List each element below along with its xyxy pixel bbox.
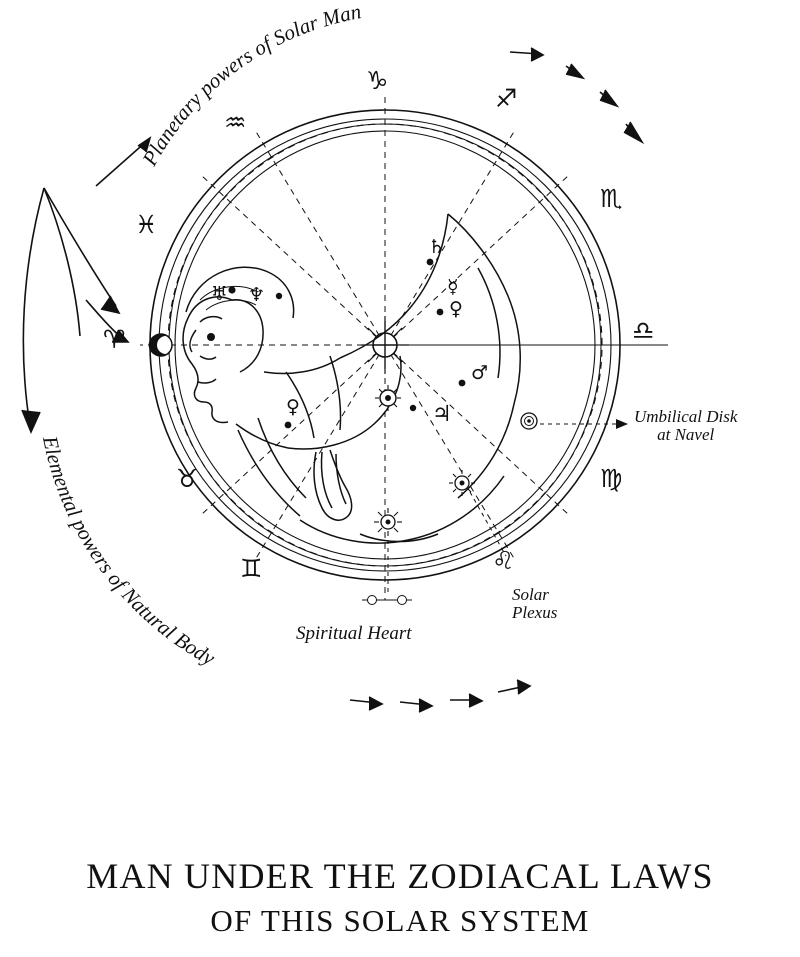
zodiac-capricorn-glyph: ♑	[366, 66, 389, 95]
solar-plexus-label-line2: Plexus	[512, 602, 558, 622]
svg-text:Planetary powers of Solar Man: Planetary powers of Solar Man	[137, 0, 363, 170]
umbilical-disk-marker	[521, 413, 537, 429]
svg-text:Elemental powers of Natural Bo: Elemental powers of Natural Body	[37, 433, 219, 671]
zodiac-aquarius-glyph: ♒	[224, 108, 247, 137]
venus-lower-icon: ♀	[286, 396, 300, 418]
jupiter-icon: ♃	[432, 402, 452, 427]
zodiac-scorpio-glyph: ♏	[600, 184, 623, 213]
solar-center-emblem	[361, 316, 409, 374]
zodiac-leo-glyph: ♌	[492, 546, 515, 575]
mercury-icon: ☿	[447, 276, 459, 298]
mars-icon: ♂	[471, 362, 489, 384]
zodiac-aries-glyph: ♈	[103, 325, 126, 354]
spiritual-heart-label: Spiritual Heart	[296, 623, 412, 644]
human-figure	[183, 214, 520, 543]
zodiac-sagittarius-glyph: ♐	[495, 84, 518, 113]
solar-plexus-label-line1: Solar	[512, 585, 549, 604]
curved-label-top	[137, 0, 363, 170]
figure-title	[0, 855, 800, 939]
umbilical-disk-label-line2: at Navel	[657, 424, 715, 444]
neptune-icon: ♆	[248, 284, 266, 306]
zodiac-libra-glyph: ♎	[632, 316, 655, 345]
figure-title-line2: OF THIS SOLAR SYSTEM	[210, 903, 590, 938]
leader-lines	[362, 419, 628, 605]
saturn-icon: ♄	[428, 236, 446, 258]
uranus-icon: ♅	[211, 283, 229, 305]
umbilical-disk-label	[634, 408, 737, 444]
umbilical-disk-label-line1: Umbilical Disk	[634, 407, 738, 426]
zodiac-virgo-glyph: ♍	[600, 464, 623, 493]
solar-plexus-label	[512, 586, 557, 622]
zodiac-taurus-glyph: ♉	[176, 464, 199, 493]
zodiac-gemini-glyph: ♊	[240, 554, 263, 583]
venus-upper-icon: ♀	[449, 298, 463, 320]
aspect-lines	[140, 92, 668, 600]
figure-title-line1: MAN UNDER THE ZODIACAL LAWS	[86, 856, 714, 896]
zodiac-pisces-glyph: ♓	[135, 210, 158, 239]
